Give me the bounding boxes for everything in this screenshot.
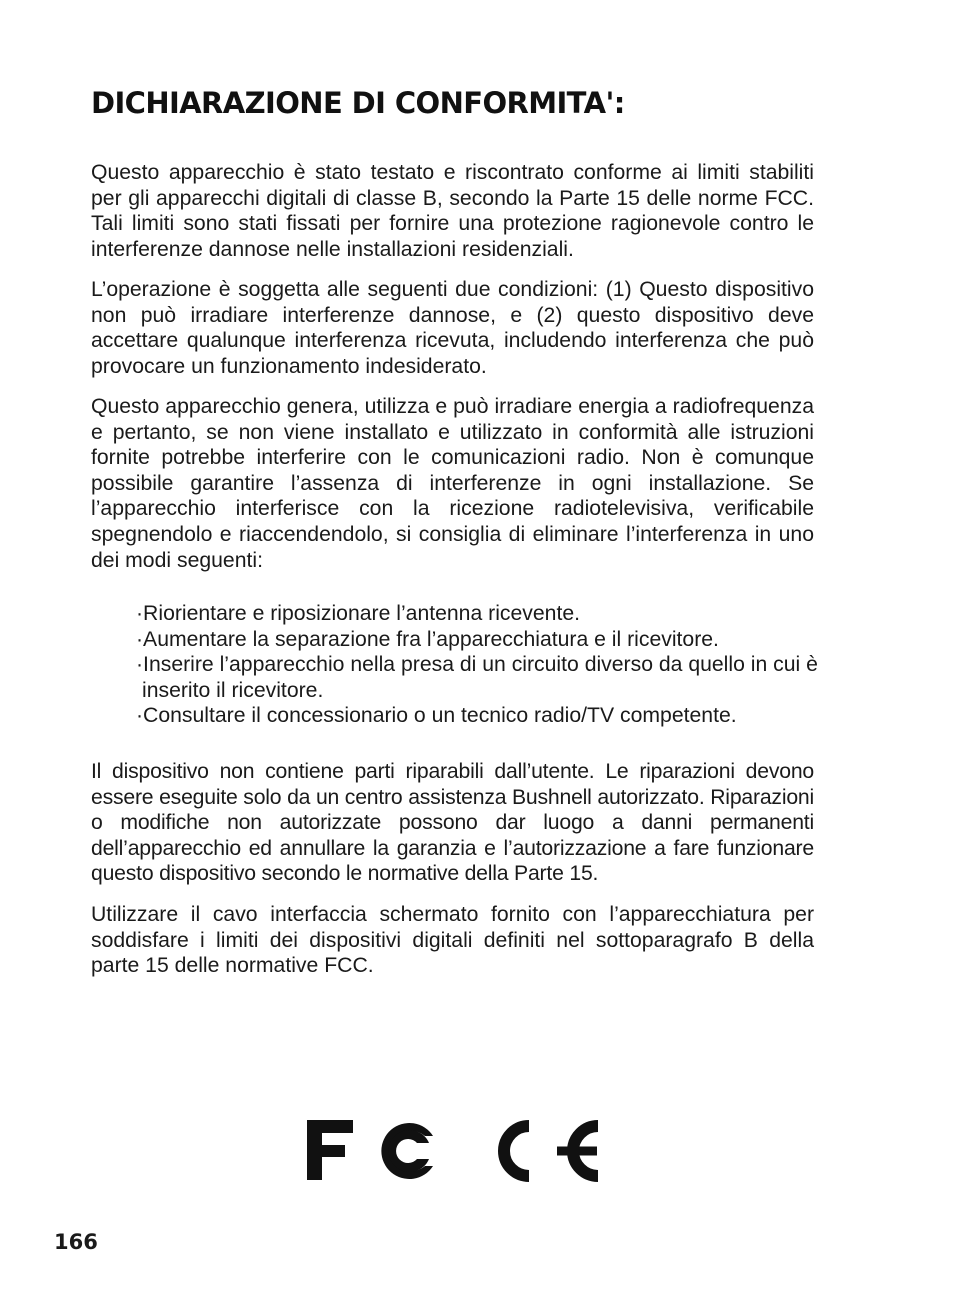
list-item: ·Inserire l’apparecchio nella presa di un circuito diverso da quello in cui è inserito il ricevitore. xyxy=(136,653,818,702)
paragraph-radio-interference: Questo apparecchio genera, utilizza e può irradiare energia a radiofrequenza e pertanto, se non viene installato e utilizzato in conformità alle istruzioni fornite potrebbe interferire con le comunicazioni radio. Non è comunque possibile garantire l’assenza di interferenze in ogni installazione. Se l’apparecchio interferisce con la ricezione radiotelevisiva, verificabile spegnendolo e riaccendendolo, si consiglia di eliminare l’interferenza in uno dei modi seguenti: xyxy=(91,395,814,572)
certification-logos xyxy=(305,1114,605,1188)
page-number: 166 xyxy=(54,1230,98,1254)
fcc-logo-icon xyxy=(307,1120,433,1180)
paragraph-repairs: Il dispositivo non contiene parti riparabili dall’utente. Le riparazioni devono essere eseguite solo da un centro assistenza Bushnell autorizzato. Riparazioni o modifiche non autorizzate possono dar luogo a danni permanenti dell’apparecchio ed annullare la garanzia e l’autorizzazione a fare funzionare questo dispositivo secondo le normative della Parte 15. xyxy=(91,760,814,886)
paragraph-shielded-cable: Utilizzare il cavo interfaccia schermato fornito con l’apparecchiatura per soddisfare i limiti dei dispositivi digitali definiti nel sottoparagrafo B della parte 15 delle normative FCC. xyxy=(91,903,814,978)
paragraph-operating-conditions: L’operazione è soggetta alle seguenti due condizioni: (1) Questo dispositivo non può irradiare interferenze dannose, e (2) questo dispositivo deve accettare qualunque interferenza ricevuta, includendo interferenza che può provocare un funzionamento indesiderato. xyxy=(91,278,814,378)
page-title: DICHIARAZIONE DI CONFORMITA': xyxy=(91,86,625,120)
list-item: ·Aumentare la separazione fra l’apparecchiatura e il ricevitore. xyxy=(136,627,719,651)
list-item: ·Consultare il concessionario o un tecnico radio/TV competente. xyxy=(136,704,737,728)
paragraph-class-b-compliance: Questo apparecchio è stato testato e riscontrato conforme ai limiti stabiliti per gli apparecchi digitali di classe B, secondo la Parte 15 delle norme FCC. Tali limiti sono stati fissati per fornire una protezione ragionevole contro le interferenze dannose nelle installazioni residenziali. xyxy=(91,161,814,261)
list-item: ·Riorientare e riposizionare l’antenna ricevente. xyxy=(136,602,580,625)
ce-mark-icon xyxy=(504,1126,598,1176)
interference-remedies-list xyxy=(136,601,826,729)
